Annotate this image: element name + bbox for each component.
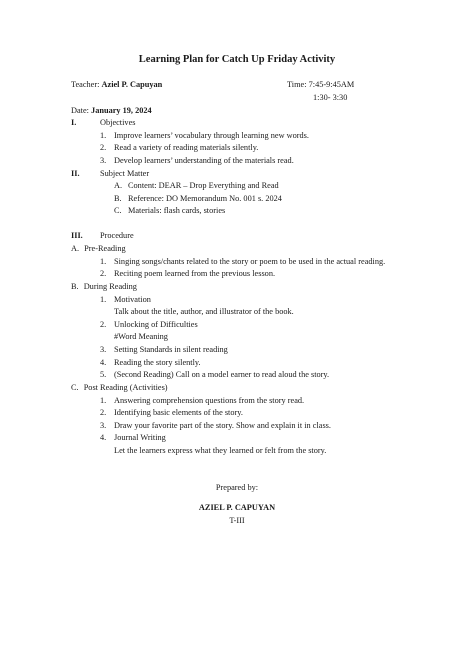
during-reading-item-text: Reading the story silently. [114,357,201,367]
pre-reading-letter: A. [71,244,80,253]
pre-reading-heading-line [71,243,126,256]
post-reading-heading: Post Reading (Activities) [83,383,168,392]
post-reading-item-text: Journal Writing [114,433,166,443]
pre-reading-item-text: Singing songs/chants related to the story or poem to be used in the actual reading. [114,256,386,266]
pre-reading-item-number: 2. [100,269,107,279]
subject-matter-item-number: A. [114,181,123,190]
subject-matter-item-text: Reference: DO Memorandum No. 001 s. 2024 [128,193,282,203]
post-reading-item-text: Draw your favorite part of the story. Show and explain it in class. [114,420,331,430]
during-reading-item-number: 3. [100,344,107,354]
post-reading-letter: C. [71,383,79,392]
post-reading-item-number: 2. [100,408,107,418]
preparer-position: T-III [229,516,245,525]
subject-matter-item-text: Content: DEAR – Drop Everything and Read [128,181,279,190]
during-reading-item-text: Motivation [114,294,151,304]
during-reading-item-text: Unlocking of Difficulties [114,319,198,329]
during-reading-heading: During Reading [83,282,137,291]
time-value-2: 1:30- 3:30 [313,93,348,102]
during-reading-item-text: (Second Reading) Call on a model earner to read aloud the story. [114,370,330,380]
during-reading-letter: B. [71,282,79,291]
date-label: Date: [71,106,89,115]
date-value: January 19, 2024 [91,106,152,115]
pre-reading-item-text: Reciting poem learned from the previous lesson. [114,269,276,279]
document-title: Learning Plan for Catch Up Friday Activity [138,54,336,65]
during-reading-item-number: 1. [100,294,107,304]
objective-item-text: Improve learners’ vocabulary through learning new words. [114,130,309,140]
during-reading-item-number: 4. [100,357,107,367]
procedure-heading: Procedure [100,231,134,240]
objective-item-text: Develop learners’ understanding of the materials read. [114,155,294,165]
prepared-by-label: Prepared by: [215,483,259,492]
teacher-label: Teacher: [71,80,100,89]
during-reading-heading-line [71,281,137,294]
post-reading-item-number: 3. [100,420,107,430]
time-line [287,79,354,92]
subject-matter-item-number: B. [114,193,122,203]
during-reading-item-subtext: Talk about the title, author, and illustrator of the book. [114,307,294,317]
post-reading-heading-line [71,382,168,395]
time-value-1: 7:45-9:45AM [308,80,355,89]
pre-reading-item-number: 1. [100,256,107,266]
objective-item-text: Read a variety of reading materials silently. [114,143,259,153]
post-reading-item-number: 4. [100,433,107,443]
post-reading-item-text: Answering comprehension questions from the story read. [114,395,305,405]
time-label: Time: [287,80,307,89]
objective-item-number: 2. [100,143,107,153]
subject-matter-item-text: Materials: flash cards, stories [128,206,226,216]
subject-matter-item-number: C. [114,206,122,216]
preparer-name: AZIEL P. CAPUYAN [198,503,276,512]
post-reading-item-number: 1. [100,395,107,405]
date-line [71,105,152,118]
post-reading-item-subtext: Let the learners express what they learned or felt from the story. [114,445,327,455]
subject-matter-heading: Subject Matter [100,169,150,178]
pre-reading-heading: Pre-Reading [84,244,126,253]
teacher-name: Aziel P. Capuyan [101,80,163,89]
objective-item-number: 1. [100,130,107,140]
post-reading-item-text: Identifying basic elements of the story. [114,408,243,418]
objectives-numeral: I. [71,118,77,127]
during-reading-item-text: Setting Standards in silent reading [114,344,228,354]
teacher-line [71,79,162,92]
during-reading-item-subtext: #Word Meaning [114,332,168,342]
subject-matter-numeral: II. [71,169,80,178]
objective-item-number: 3. [100,155,107,165]
during-reading-item-number: 5. [100,370,107,380]
procedure-numeral: III. [71,231,83,240]
objectives-heading: Objectives [100,118,136,127]
during-reading-item-number: 2. [100,319,107,329]
